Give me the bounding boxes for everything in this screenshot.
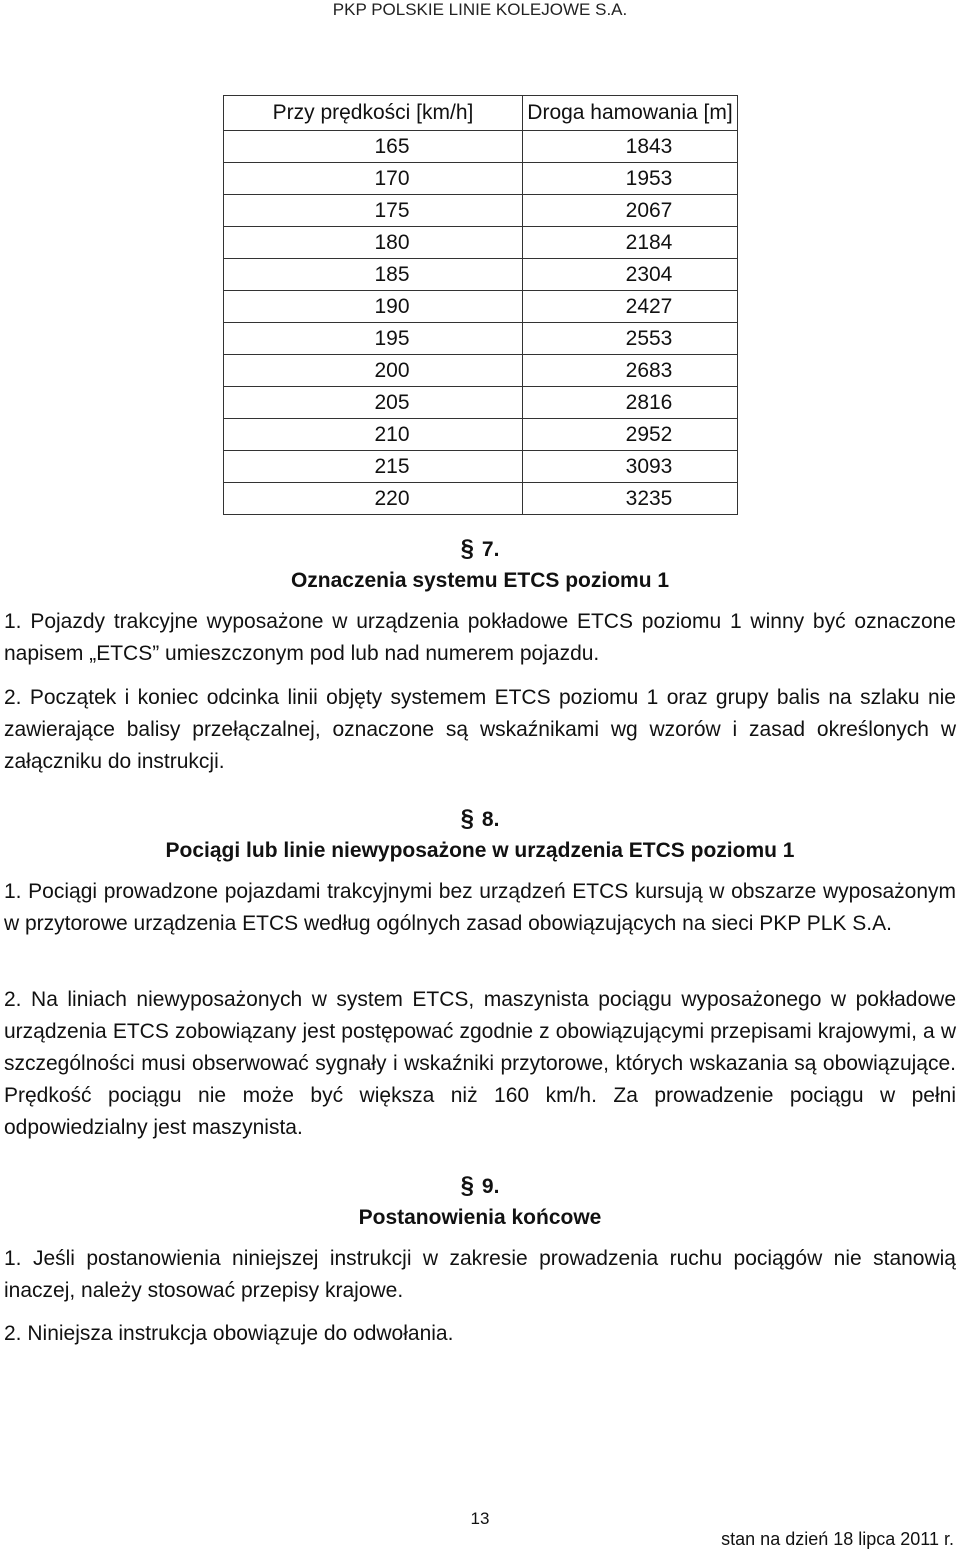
table-cell: 3235 (523, 483, 738, 515)
table-cell: 2816 (523, 387, 738, 419)
table-cell: 190 (224, 291, 523, 323)
item-text: Niniejsza instrukcja obowiązuje do odwołania. (27, 1322, 454, 1345)
table-cell: 2184 (523, 227, 738, 259)
item-number: 1. (4, 1247, 22, 1270)
item-number: 2. (4, 988, 22, 1011)
section-7-number (0, 536, 960, 563)
item-text: Na liniach niewyposażonych w system ETCS, maszynista pociągu wyposażonego w pokładowe urządzenia ETCS zobowiązany jest postępować zgodnie z obowiązującymi przepisami krajowymi, a w szczególności musi obserwować sygnały i wskaźniki przytorowe, których wskazania są obowiązujące. Prędkość pociągu nie może być większa niż 160 km/h. Za prowadzenie pociągu w pełni odpowiedzialny jest maszynista. (4, 988, 957, 1139)
section-number-text: 9. (481, 1175, 500, 1198)
table-cell: 195 (224, 323, 523, 355)
section-8-item-1 (4, 876, 956, 940)
table-cell: 220 (224, 483, 523, 515)
paragraph-symbol: § (460, 805, 474, 832)
table-row (224, 419, 738, 451)
table-cell: 180 (224, 227, 523, 259)
table-cell: 2304 (523, 259, 738, 291)
table-cell: 3093 (523, 451, 738, 483)
table-row (224, 323, 738, 355)
item-number: 1. (4, 880, 22, 903)
braking-distance-table (223, 95, 738, 515)
item-text: Początek i koniec odcinka linii objęty systemem ETCS poziomu 1 oraz grupy balis na szlaku nie zawierające balisy przełączalnej, oznaczone są wskaźnikami wg wzorów i zasad określonych w załączniku do instrukcji. (4, 686, 956, 773)
section-8-title: Pociągi lub linie niewyposażone w urządzenia ETCS poziomu 1 (165, 839, 795, 862)
paragraph-symbol: § (460, 535, 474, 562)
table-cell: 185 (224, 259, 523, 291)
table-row (224, 387, 738, 419)
revision-date: stan na dzień 18 lipca 2011 r. (721, 1529, 954, 1549)
section-9-number (0, 1173, 960, 1200)
table-header-row (224, 96, 738, 131)
table-cell: 1843 (523, 131, 738, 163)
item-text: Pociągi prowadzone pojazdami trakcyjnymi bez urządzeń ETCS kursują w obszarze wyposażonym w przytorowe urządzenia ETCS według ogólnych zasad obowiązujących na sieci PKP PLK S.A. (4, 880, 956, 935)
table-cell: 2553 (523, 323, 738, 355)
table-cell: 2683 (523, 355, 738, 387)
table-cell: 215 (224, 451, 523, 483)
table-cell: 2952 (523, 419, 738, 451)
table-row (224, 259, 738, 291)
table-cell: 175 (224, 195, 523, 227)
table-cell: 1953 (523, 163, 738, 195)
table-row (224, 483, 738, 515)
table-row (224, 163, 738, 195)
section-8-number (0, 806, 960, 833)
table-cell: 165 (224, 131, 523, 163)
item-number: 2. (4, 1322, 22, 1345)
page-number: 13 (470, 1509, 490, 1528)
table-cell: 205 (224, 387, 523, 419)
item-number: 1. (4, 610, 22, 633)
section-7-title: Oznaczenia systemu ETCS poziomu 1 (290, 569, 670, 592)
table-row (224, 451, 738, 483)
section-7-item-2 (4, 682, 956, 778)
section-8-item-2 (4, 984, 956, 1144)
item-text: Pojazdy trakcyjne wyposażone w urządzenia pokładowe ETCS poziomu 1 winny być oznaczone napisem „ETCS” umieszczonym pod lub nad numerem pojazdu. (4, 610, 956, 665)
item-text: Jeśli postanowienia niniejszej instrukcji w zakresie prowadzenia ruchu pociągów nie stanowią inaczej, należy stosować przepisy krajowe. (4, 1247, 956, 1302)
table-row (224, 291, 738, 323)
column-header-speed: Przy prędkości [km/h] (224, 96, 523, 131)
section-9-item-1 (4, 1243, 956, 1307)
section-7-item-1 (4, 606, 956, 670)
table-cell: 210 (224, 419, 523, 451)
section-number-text: 8. (481, 808, 500, 831)
table-row (224, 195, 738, 227)
table-cell: 170 (224, 163, 523, 195)
section-9-item-2 (4, 1318, 956, 1350)
table-cell: 2427 (523, 291, 738, 323)
section-number-text: 7. (481, 538, 500, 561)
table-row (224, 227, 738, 259)
paragraph-symbol: § (460, 1172, 474, 1199)
item-number: 2. (4, 686, 22, 709)
document-header: PKP POLSKIE LINIE KOLEJOWE S.A. (332, 0, 628, 19)
table-cell: 200 (224, 355, 523, 387)
column-header-distance: Droga hamowania [m] (523, 96, 738, 131)
section-9-title: Postanowienia końcowe (358, 1206, 602, 1229)
table-cell: 2067 (523, 195, 738, 227)
table-row (224, 355, 738, 387)
table-row (224, 131, 738, 163)
